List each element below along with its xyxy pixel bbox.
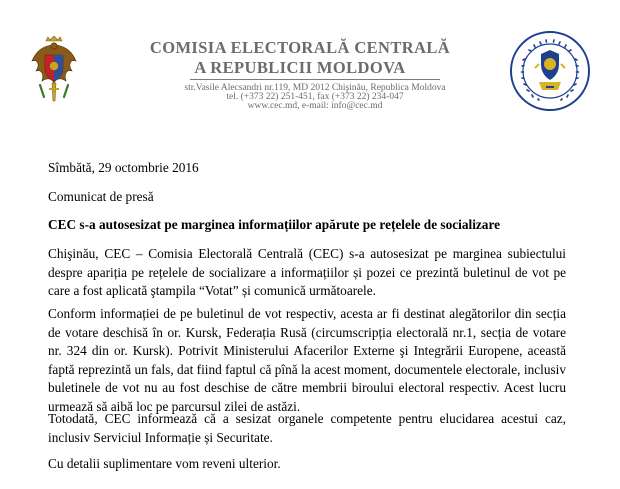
moldova-coat-of-arms-icon — [30, 35, 78, 105]
paragraph-intro: Chişinău, CEC – Comisia Electorală Centrală (CEC) s-a autosesizat pe marginea subiectului despre apariția pe rețelele de socializare a informațiilor și pozei ce prezintă buletinul de vot pe care a fost aplicată ştampila “Votat” și comunică următoarele. — [48, 246, 566, 298]
org-title-line2: A REPUBLICII MOLDOVA — [194, 58, 406, 77]
paragraph-details: Conform informației de pe buletinul de vot respectiv, acesta ar fi destinat alegătorilor din secția de votare deschisă în or. Kursk, Federația Rusă (circumscripția electorală nr.1, secția de votare nr. 324 din or. Kursk). Potrivit Ministerului Afacerilor Externe şi Integrării Europene, această faptă reprezintă un fals, dat fiind faptul că pînă la acest moment, documentele electorale, inclusiv buletinele de vot nu au fost deschise de către membrii biroului electoral respectiv. Acest lucru urmează să aibă loc pe parcursul zilei de astăzi. — [48, 306, 566, 414]
web-email-line: www.cec.md, e-mail: info@cec.md — [247, 101, 383, 111]
cec-seal-icon — [509, 30, 591, 112]
document-date: Sîmbătă, 29 octombrie 2016 — [48, 160, 199, 175]
paragraph-closing: Cu detalii suplimentare vom reveni ulterior. — [48, 456, 281, 471]
header-divider — [190, 79, 440, 80]
address-line: str.Vasile Alecsandri nr.119, MD 2012 Chişinău, Republica Moldova — [184, 83, 446, 93]
phone-fax-line: tel. (+373 22) 251-451, fax (+373 22) 234-047 — [226, 92, 404, 102]
document-type: Comunicat de presă — [48, 189, 154, 204]
document-headline: CEC s-a autosesizat pe marginea informațiilor apărute pe rețelele de socializare — [48, 217, 501, 232]
org-title-line1: COMISIA ELECTORALĂ CENTRALĂ — [149, 38, 451, 57]
paragraph-authorities: Totodată, CEC informează că a sesizat organele competente pentru elucidarea acestui caz, inclusiv Serviciul Informație și Securitate. — [48, 411, 566, 445]
